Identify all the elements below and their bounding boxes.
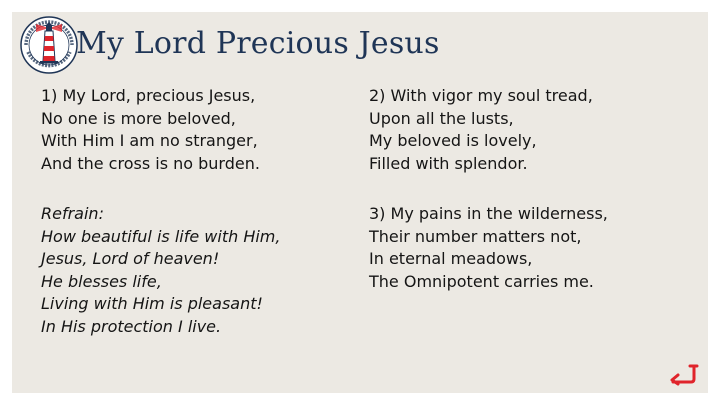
refrain-line: In His protection I live. — [41, 316, 222, 336]
refrain-line: How beautiful is life with Him, — [41, 226, 281, 246]
stanza-line: 3) My pains in the wilderness, — [369, 204, 608, 223]
stanza-line: Their number matters not, — [369, 226, 582, 246]
stanza-line: And the cross is no burden. — [41, 153, 260, 173]
slide — [12, 12, 708, 393]
stanza-1 — [41, 85, 260, 175]
stanza-line: Upon all the lusts, — [369, 108, 514, 128]
return-button[interactable] — [667, 362, 699, 386]
page-title: My Lord Precious Jesus — [76, 26, 440, 61]
stanza-line: Filled with splendor. — [369, 153, 528, 173]
stanza-line: No one is more beloved, — [41, 108, 236, 128]
refrain-line: He blesses life, — [41, 271, 162, 291]
stanza-line: With Him I am no stranger, — [41, 131, 258, 150]
stanza-line: 2) With vigor my soul tread, — [369, 86, 593, 105]
lighthouse-logo-icon — [18, 14, 80, 76]
refrain-line: Living with Him is pleasant! — [41, 294, 263, 313]
stanza-3 — [369, 203, 608, 293]
stanza-line: 1) My Lord, precious Jesus, — [41, 86, 256, 105]
refrain — [41, 203, 280, 338]
refrain-line: Jesus, Lord of heaven! — [41, 249, 220, 268]
return-arrow-icon — [667, 362, 699, 386]
refrain-heading: Refrain: — [41, 204, 104, 223]
stanza-2 — [369, 85, 593, 175]
stanza-line: In eternal meadows, — [369, 249, 533, 268]
stanza-line: The Omnipotent carries me. — [369, 271, 594, 291]
stanza-line: My beloved is lovely, — [369, 131, 537, 150]
